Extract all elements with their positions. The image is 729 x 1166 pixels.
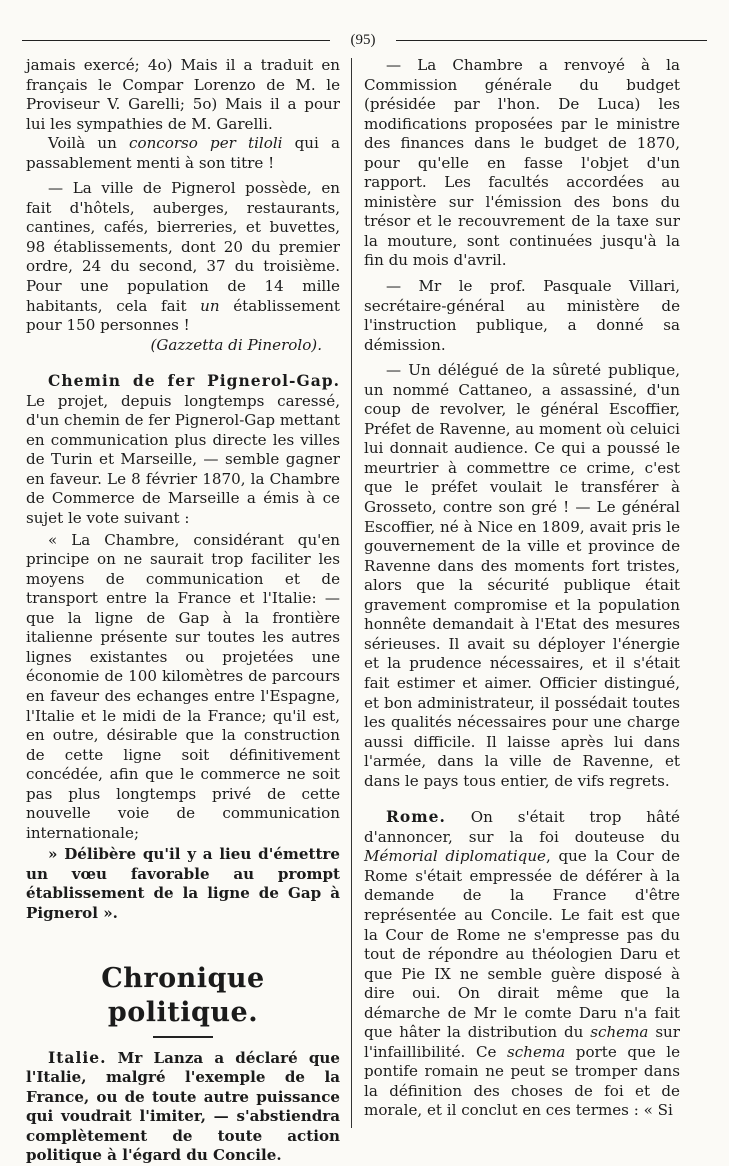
quote: « La Chambre, considérant qu'en principe on ne saurait trop faciliter les moyens de communication et de transport entre la France et l'Italie: — que la ligne de Gap à la frontière italienne présente sur toutes les autres lignes existantes ou projetées une économie de 100 kilomètres de parcours en faveur des echanges entre l'Espagne, l'Italie et le midi de la France; qu'il est, en outre, désirable que la construction de cette ligne soit définitivement concédée, afin que le commerce ne soit pas plus longtemps privé de cette nouvelle voie de communication internationale; [26, 530, 340, 842]
section-heading: Italie. [48, 1047, 107, 1067]
text: On s'était trop hâté d'annoncer, sur la foi douteuse du [364, 808, 680, 846]
section-heading: Rome. [386, 807, 446, 827]
text: , que la Cour de Rome s'était empressée de déférer à la demande de la France d'être représentée au Concile. Le fait est que la Cour de Rome ne s'empresse pas du tout de répondre au théologien Daru et que Pie IX ne semble guère disposé à dire oui. On dirait même que la démarche de Mr le comte Daru n'a fait que hâter la distribution du [364, 847, 680, 1042]
header-rule-right [396, 40, 707, 41]
quote: » Délibère qu'il y a lieu d'émettre un vœu favorable au prompt établissement de la ligne de Gap à Pignerol ». [26, 845, 340, 922]
italic-text: concorso per tiloli [129, 134, 283, 153]
paragraph: — Mr le prof. Pasquale Villari, secrétaire-général au ministère de l'instruction publique, a donné sa démission. [364, 277, 680, 354]
title-rule [153, 1036, 213, 1038]
spacer [26, 355, 340, 371]
paragraph [26, 134, 340, 173]
text: Le projet, depuis longtemps caressé, d'un chemin de fer Pignerol-Gap mettant en communication plus directe les villes de Turin et Marseille, — semble gagner en faveur. Le 8 février 1870, la Chambre de Commerce de Marseille a émis à ce sujet le vote suivant : [26, 391, 340, 528]
source-citation: (Gazzetta di Pinerolo). [150, 335, 322, 354]
text: établissement pour 150 personnes ! [26, 296, 340, 335]
italic-text: Mémorial diplomatique [364, 847, 546, 866]
italic-text: schema [590, 1023, 649, 1042]
paragraph [364, 807, 680, 1121]
paragraph [26, 1048, 340, 1166]
text: qui a passablement menti à son titre ! [26, 134, 341, 172]
paragraph: — La Chambre a renvoyé à la Commission générale du budget (présidée par l'hon. De Luca) les modifications proposées par le ministre des finances dans le budget de 1870, pour qu'elle en fasse l'objet d'un rapport. Les facultés accordées au ministère sur l'émission des bons du trésor et le recouvrement de la taxe sur la mouture, sont continuées jusqu'à la fin du mois d'avril. [364, 56, 680, 270]
left-column [26, 56, 340, 1166]
page-number: (95) [350, 32, 376, 48]
paragraph: jamais exercé; 4o) Mais il a traduit en français le Compar Lorenzo de M. le Proviseur V. Garelli; 5o) Mais il a pour lui les sympathies de M. Garelli. [26, 56, 340, 133]
paragraph [26, 179, 340, 335]
italic-text: schema [507, 1042, 566, 1061]
italic-text: un [200, 296, 220, 315]
header-rule-left [22, 40, 330, 41]
column-divider [351, 58, 352, 1128]
text: Mr Lanza a déclaré que l'Italie, malgré l'exemple de la France, ou de toute autre puissance qui voudrait l'imiter, — s'abstiendra complètement de toute action politique à l'égard du Concile. [26, 1048, 340, 1165]
spacer [364, 791, 680, 807]
text: Voilà un [48, 134, 130, 153]
text: — La ville de Pignerol possède, en fait d'hôtels, auberges, restaurants, cantines, cafés, bierreries, et buvettes, 98 établissements, dont 20 du premier ordre, 24 du second, 37 du troisième. Pour une population de 14 mille habitants, cela fait [26, 179, 340, 315]
paragraph: — Un délégué de la sûreté publique, un nommé Cattaneo, a assassiné, d'un coup de revolver, le général Escoffier, Préfet de Ravenne, au moment où celuici lui donnait audience. Ce qui a poussé le meurtrier à commettre ce crime, c'est que le préfet voulait le transférer à Grosseto, contre son gré ! — Le général Escoffier, né à Nice en 1809, avait pris le gouvernement de la ville et province de Ravenne dans des moments fort tristes, alors que la sécurité publique était gravement compromise et la population honnête demandait à l'Etat des mesures sérieuses. Il avait su déployer l'énergie et la prudence nécessaires, et il s'était fait estimer et aimer. Officier distingué, et bon administrateur, il possédait toutes les qualités nécessaires pour une charge aussi difficile. Il laisse après lui dans l'armée, dans la ville de Ravenne, et dans le pays tous entier, de vifs regrets. [364, 361, 680, 790]
section-title: Chronique politique. [101, 962, 265, 1028]
section-heading: Chemin de fer Pignerol-Gap. [48, 371, 340, 391]
right-column [364, 56, 680, 1121]
text: porte que le pontife romain ne peut se tromper dans la définition des choses de foi et de morale, et il conclut en ces termes : « Si [364, 1042, 681, 1120]
text: sur l'infaillibilité. Ce [364, 1023, 680, 1061]
page-header [22, 30, 707, 50]
paragraph [26, 371, 340, 528]
